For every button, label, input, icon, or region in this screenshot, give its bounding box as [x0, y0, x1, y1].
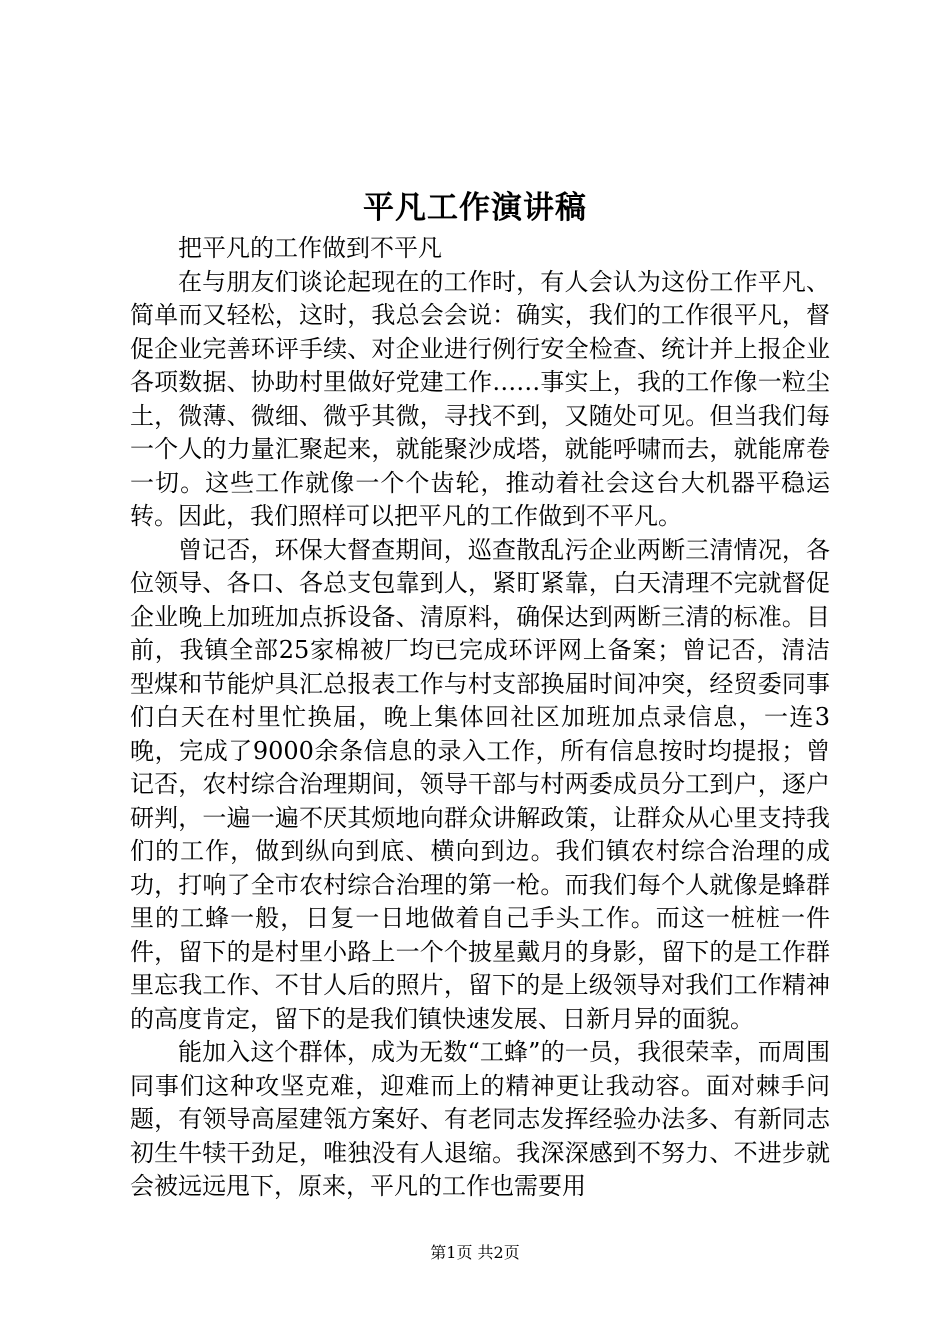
paragraph-3: 能加入这个群体，成为无数“工蜂”的一员，我很荣幸，而周围同事们这种攻坚克难，迎难而上的精神更让我动容。面对棘手问题，有领导高屋建瓴方案好、有老同志发挥经验办法多、有新同志初生牛犊干劲足，唯独没有人退缩。我深深感到不努力、不进步就会被远远甩下，原来，平凡的工作也需要用 — [130, 1038, 830, 1200]
paragraph-1: 在与朋友们谈论起现在的工作时，有人会认为这份工作平凡、简单而又轻松，这时，我总会会说：确实，我们的工作很平凡，督促企业完善环评手续、对企业进行例行安全检查、统计并上报企业各项数据、协助村里做好党建工作……事实上，我的工作像一粒尘土，微薄、微细、微乎其微，寻找不到，又随处可见。但当我们每一个人的力量汇聚起来，就能聚沙成塔，就能呼啸而去，就能席卷一切。这些工作就像一个个齿轮，推动着社会这台大机器平稳运转。因此，我们照样可以把平凡的工作做到不平凡。 — [130, 267, 830, 530]
document-body — [130, 232, 830, 1204]
document-title: 平凡工作演讲稿 — [363, 190, 587, 226]
paragraph-2: 曾记否，环保大督查期间，巡查散乱污企业两断三清情况，各位领导、各口、各总支包靠到人，紧盯紧靠，白天清理不完就督促企业晚上加班加点拆设备、清原料，确保达到两断三清的标准。目前，我镇全部25家棉被厂均已完成环评网上备案；曾记否，清洁型煤和节能炉具汇总报表工作与村支部换届时间冲突，经贸委同事们白天在村里忙换届，晚上集体回社区加班加点录信息，一连3晚，完成了9000余条信息的录入工作，所有信息按时均提报；曾记否，农村综合治理期间，领导干部与村两委成员分工到户，逐户研判，一遍一遍不厌其烦地向群众讲解政策，让群众从心里支持我们的工作，做到纵向到底、横向到边。我们镇农村综合治理的成功，打响了全市农村综合治理的第一枪。而我们每个人就像是蜂群里的工蜂一般，日复一日地做着自己手头工作。而这一桩桩一件件，留下的是村里小路上一个个披星戴月的身影，留下的是工作群里忘我工作、不甘人后的照片，留下的是上级领导对我们工作精神的高度肯定，留下的是我们镇快速发展、日新月异的面貌。 — [130, 535, 830, 1033]
paragraph-subtitle: 把平凡的工作做到不平凡 — [178, 234, 442, 262]
page-number-footer: 第1页 共2页 — [430, 1243, 520, 1262]
